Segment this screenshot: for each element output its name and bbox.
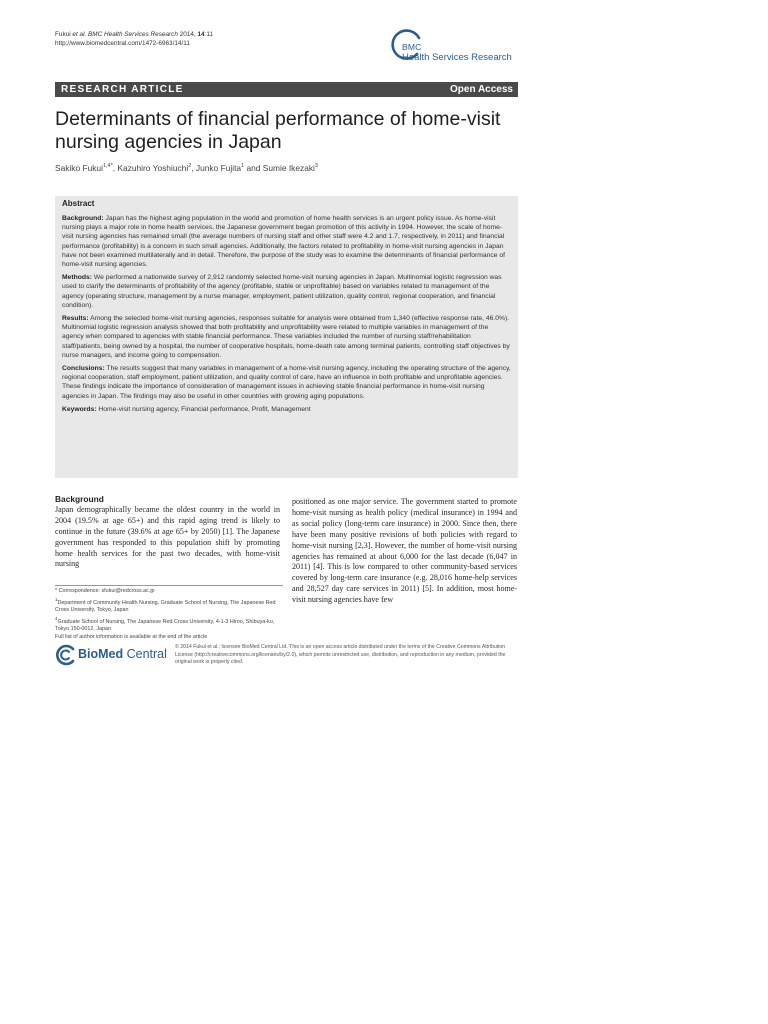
- brand-short: BMC: [402, 42, 422, 52]
- body-column-left: [55, 494, 280, 570]
- citation-journal: BMC Health Services Research: [88, 31, 178, 38]
- citation-volume: 14: [197, 31, 205, 38]
- license-statement: © 2014 Fukui et al.; licensee BioMed Central Ltd. This is an open access article distributed under the terms of the Creative Commons Attribution License (http://creativecommons.org/licenses/by/2.0), which permits unrestricted use, distribution, and reproduction in any medium, provided the original work is properly cited.: [175, 644, 506, 666]
- abstract-heading: Abstract: [62, 199, 95, 208]
- abstract-methods: Methods: We performed a nationwide survey of 2,912 randomly selected home-visit nursing agencies in Japan. Multinomial logistic regression was used to clarify the determinants of profitability of the agency (profitable, stable or unprofitable) based on variables related to management of the agency (operating structure, management by a nurse manager, employment, patient utilization, quality control, regional cooperation, and financial condition).: [62, 274, 502, 309]
- abstract-results: Results: Among the selected home-visit nursing agencies, responses suitable for analysis were obtained from 1,340 (effective response rate, 46.0%). Multinomial logistic regression analysis showed that both profitability and unprofitability were related to multiple variables in management of the agency when compared to agencies with stable financial performance. These variables included the number of nursing staff/rehabilitation staff/patients, being owned by a hospital, the number of cooperative hospitals, home-death rate among terminal patients, controlling staff objectives by nurse managers, and income going to compensation.: [62, 315, 510, 359]
- author-list: Sakiko Fukui$^{1,4*}$, Kazuhiro Yoshiuchi$^2$, Junko Fujita$^1$ and Sumie Ikezaki$^3$: [55, 163, 318, 173]
- section-heading: Background: [55, 494, 104, 504]
- abstract-conclusions: Conclusions: The results suggest that many variables in management of a home-visit nursing agency, including the operating structure of the agency, regional cooperation, staff employment, patient utilization, and quality control of care, have an influence in both profitable and unprofitable agencies. These findings indicate the importance of consideration of management issues in achieving stable financial performance in home-visit nursing agencies in Japan. The findings may also be useful in other countries with growing aging populations.: [62, 365, 511, 400]
- citation-line: [55, 30, 213, 48]
- article-url[interactable]: http://www.biomedcentral.com/1472-6963/14/11: [55, 40, 190, 47]
- body-paragraph: Japan demographically became the oldest country in the world in 2004 (19.5% at age 65+) and this rapid aging trend is likely to continue in the future (39.6% at age 65+ by 2050) [1]. The Japanese government has responded to this population shift by promoting home health services for the past two decades, with home-visit nursing: [55, 504, 280, 569]
- correspondence-note: * Correspondence: sfukui@redcross.ac.jp: [55, 588, 155, 594]
- author-info-note: Full list of author information is available at the end of the article: [55, 633, 208, 640]
- affiliation-note: $^4$Graduate School of Nursing, The Japanese Red Cross University, 4-1-3 Hiroo, Shibuya-ku, Tokyo 150-0012, Japan: [55, 615, 275, 632]
- body-column-right: [292, 497, 517, 606]
- author-affiliation: 3: [314, 163, 318, 170]
- body-paragraph: positioned as one major service. The government started to promote home-visit nursing as health policy (medical insurance) in 1994 and as social policy (long-term care insurance) in 2000. Since then, there have been many positive revisions of both policies with regard to home-visit nursing [2,3]. However, the number of home-visit nursing agencies has remained at about 6,000 for the last decade (6,047 in 2011) [4]. This is low compared to other community-based services covered by long-term care insurance (e.g. 28,016 home-help services and 28,527 day care services in 2011) [5]. In addition, most home-visit nursing agencies have few: [292, 497, 517, 605]
- author-affiliation: 1: [241, 163, 245, 170]
- citation-page: :11: [204, 31, 213, 38]
- author-affiliation: 2: [188, 163, 192, 170]
- affiliation-note: $^1$Department of Community Health Nursing, Graduate School of Nursing, The Japanese Red Cross University, Tokyo, Japan: [55, 596, 276, 613]
- author-name: Junko Fujita: [195, 163, 242, 173]
- journal-brand: [389, 28, 524, 66]
- abstract-background: Background: Japan has the highest aging population in the world and promotion of home health services is an urgent policy issue. As home-visit nursing plays a major role in home health services, the Japanese government began promotion of this activity in 1994. However, the scale of home-visit nursing agencies has remained small (the average numbers of nursing staff and other staff were 4.2 and 1.7, respectively, in 2011) and financial performance (profitability) is a concern in such small agencies. Additionally, the factors related to profitability in home-visit nursing agencies in Japan have not been examined multilaterally and in detail. Therefore, the purpose of the study was to examine the determinants of financial performance of home-visit nursing agencies.: [62, 215, 506, 269]
- logo-central: Central: [123, 647, 167, 661]
- article-type: RESEARCH ARTICLE: [61, 84, 184, 95]
- citation-etal: et al.: [72, 31, 87, 38]
- biomed-central-logo: [55, 644, 175, 666]
- footnotes: [55, 585, 283, 641]
- open-access-label: Open Access: [450, 84, 513, 95]
- citation-authors: Fukui: [55, 31, 73, 38]
- abstract-box: [55, 196, 518, 478]
- article-title: Determinants of financial performance of home-visit nursing agencies in Japan: [55, 108, 501, 153]
- logo-bio: BioMed: [78, 647, 124, 661]
- article-type-bar: [55, 82, 518, 97]
- author-affiliation: 1,4*: [102, 163, 113, 170]
- abstract-keywords: Keywords: Home-visit nursing agency, Financial performance, Profit, Management: [62, 405, 311, 413]
- brand-name: Health Services Research: [402, 52, 512, 63]
- biomed-swirl-icon: [55, 644, 77, 666]
- author-name: Kazuhiro Yoshiuchi: [117, 163, 189, 173]
- citation-year: 2014,: [177, 31, 198, 38]
- author-name: Sakiko Fukui: [55, 163, 103, 173]
- author-name: Sumie Ikezaki: [262, 163, 315, 173]
